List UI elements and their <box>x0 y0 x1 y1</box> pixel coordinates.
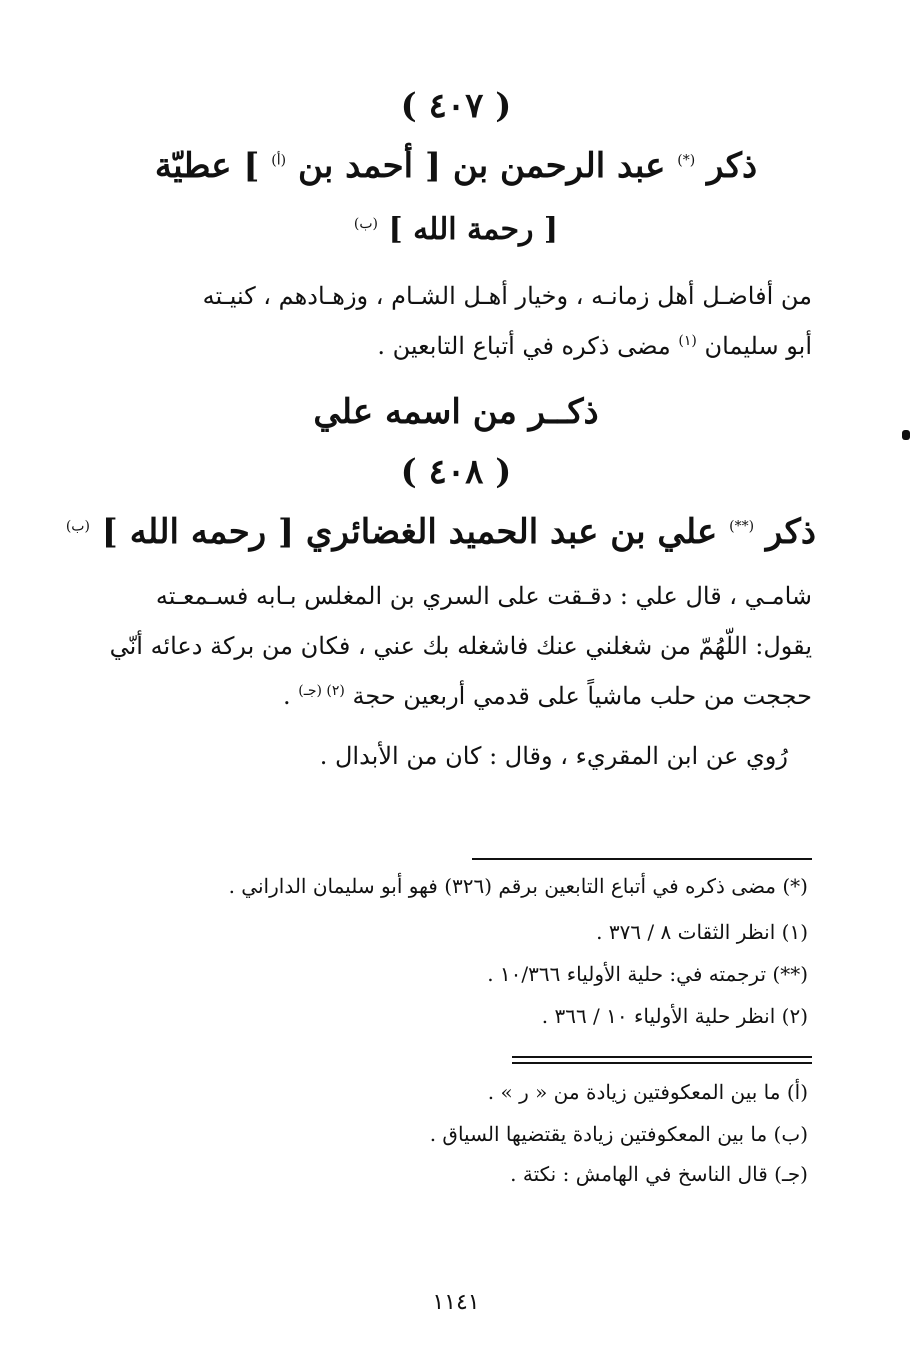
margin-mark <box>902 430 910 440</box>
footnote-marker: (*) <box>677 152 696 169</box>
entry-title-407 <box>0 146 912 186</box>
title-text: ذكر <box>695 146 758 186</box>
entry-title-408 <box>66 512 816 552</box>
body-text: حججت من حلب ماشياً على قدمي أربعين حجة <box>344 682 812 710</box>
title-text: ذكر <box>754 512 816 552</box>
title-text: عبد الرحمن بن [ أحمد بن <box>286 146 678 186</box>
title-text: علي بن عبد الحميد الغضائري [ رحمه الله ] <box>89 512 730 552</box>
entry-number-408: ( ٤٠٨ ) <box>400 452 512 492</box>
section-heading: ذكــر من اسمه علي <box>313 392 599 432</box>
body-line <box>283 682 812 710</box>
body-line: شامـي ، قال علي : دقـقت على السري بن المغلس بـابه فسـمعـته <box>155 582 812 610</box>
body-text: أبو سليمان <box>696 332 812 360</box>
rahma-text: [ رحمة الله ] <box>388 212 559 247</box>
footnote-divider <box>472 858 812 860</box>
variant-divider-top <box>512 1056 812 1058</box>
footnote-marker: (٢) (جـ) <box>298 683 345 699</box>
page-number: ١١٤١ <box>432 1290 480 1315</box>
footnote-marker: (**) <box>729 518 755 535</box>
variant-marker: (ب) <box>65 518 90 535</box>
footnote: (٢) انظر حلية الأولياء ١٠ / ٣٦٦ . <box>541 1004 808 1028</box>
body-text: مضى ذكره في أتباع التابعين . <box>377 332 679 360</box>
entry-number-407: ( ٤٠٧ ) <box>400 86 512 126</box>
body-text: . <box>282 682 299 710</box>
footnote: (**) ترجمته في: حلية الأولياء ١٠/٣٦٦ . <box>487 962 808 986</box>
footnote: (١) انظر الثقات ٨ / ٣٧٦ . <box>596 920 808 944</box>
footnote: (*) مضى ذكره في أتباع التابعين برقم (٣٢٦) فهو أبو سليمان الداراني . <box>228 874 808 898</box>
body-line: من أفاضـل أهل زمانـه ، وخيار أهـل الشـام ، وزهـادهم ، كنيـته <box>202 282 812 310</box>
body-line <box>377 332 812 360</box>
footnote-marker: (١) <box>678 333 697 349</box>
variant-note: (ب) ما بين المعكوفتين زيادة يقتضيها السياق . <box>429 1122 808 1146</box>
variant-note: (جـ) قال الناسخ في الهامش : نكتة . <box>510 1162 808 1186</box>
variant-divider-bottom <box>512 1062 812 1064</box>
variant-marker: (ب) <box>353 216 378 232</box>
body-line: رُوي عن ابن المقريء ، وقال : كان من الأبدال . <box>319 742 788 770</box>
entry-subtitle-407 <box>0 212 912 247</box>
title-text: ] عطيّة <box>154 146 272 186</box>
variant-note: (أ) ما بين المعكوفتين زيادة من « ر » . <box>487 1080 808 1104</box>
variant-marker: (أ) <box>271 152 287 169</box>
body-line: يقول: اللّهُمّ من شغلني عنك فاشغله بك عني ، فكان من بركة دعائه أنّي <box>109 632 812 660</box>
